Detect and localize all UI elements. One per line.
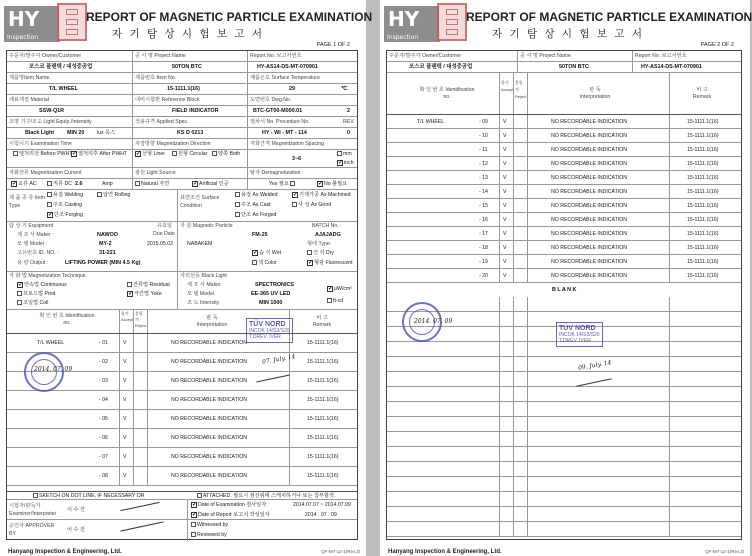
as-welded-option[interactable]: 용접 As Welded bbox=[235, 191, 277, 200]
row-remark: 15-1111.1(16) bbox=[687, 273, 719, 279]
current-label-row bbox=[7, 168, 357, 179]
demag-no-option[interactable]: ✓No 불필요 bbox=[318, 180, 348, 187]
technique-block bbox=[7, 272, 357, 310]
row-identification: T/L WHEEL bbox=[417, 119, 445, 125]
model-label: 모 델 Model : bbox=[17, 241, 47, 247]
sketch-row bbox=[7, 491, 357, 500]
row-number: - 04 bbox=[99, 397, 108, 403]
dwg-rev-value: 2 bbox=[347, 108, 350, 114]
row-number: - 03 bbox=[99, 378, 108, 384]
row-interpretation: NO RECORDABLE INDICATION bbox=[551, 119, 627, 125]
row-accept: V bbox=[123, 454, 127, 460]
serial-label: 고유번호 ID. NO. : bbox=[17, 250, 59, 256]
empty-table-row bbox=[387, 492, 741, 507]
row-number: - 12 bbox=[479, 161, 488, 167]
table-row bbox=[387, 241, 741, 255]
row-accept: V bbox=[123, 473, 127, 479]
row-number: - 20 bbox=[479, 273, 488, 279]
maker-label: 제 조 사 Maker : bbox=[17, 232, 54, 238]
attached-option[interactable]: ATTACHED. 필요시 점선위에 스케치하거나 또는 첨부할것. bbox=[197, 492, 336, 499]
natural-light-option[interactable]: Natural 자연 bbox=[135, 179, 169, 189]
dor-checkbox[interactable]: ✓Date of Report 보고서 작성일자 bbox=[192, 511, 270, 518]
row-number: - 13 bbox=[479, 175, 488, 181]
output-value: LIFTING POWER (MIN 4.5 Kg) bbox=[65, 260, 141, 266]
report-subtitle: 자 기 탐 상 시 험 보 고 서 bbox=[492, 28, 644, 40]
row-number: - 07 bbox=[99, 454, 108, 460]
results-table-header-2 bbox=[387, 73, 741, 115]
row-remark: 15-1111.1(16) bbox=[687, 175, 719, 181]
row-interpretation: NO RECORDABLE INDICATION bbox=[551, 273, 627, 279]
mag-spacing-label: 자화간격 Magnetization Spacing bbox=[250, 141, 324, 147]
footer-form-no: QF-MT-12-1(Rev.3) bbox=[705, 549, 744, 554]
bl-maker-label: 제 조 사 Maker bbox=[187, 282, 221, 288]
row-number: - 19 bbox=[479, 259, 488, 265]
row-accept: V bbox=[503, 231, 507, 237]
col-remark: 비 고 Remark bbox=[312, 315, 332, 328]
empty-table-row bbox=[387, 462, 741, 477]
table-row bbox=[387, 143, 741, 157]
row-accept: V bbox=[123, 359, 127, 365]
row-accept: V bbox=[503, 161, 507, 167]
fluorescent-option[interactable]: ✓형광 Fluorescent bbox=[308, 259, 353, 266]
magnetic-particle-label: 자 분 Magnetic Particle bbox=[180, 223, 233, 229]
col-accept: 합격 Accept bbox=[121, 311, 134, 322]
before-pwht-option[interactable]: 열처리전 Before PWHT bbox=[13, 150, 72, 167]
footer-company: Hanyang Inspection & Engineering, Ltd. bbox=[8, 549, 122, 555]
both-option[interactable]: 양쪽 Both bbox=[212, 150, 240, 167]
spacing-mm-option[interactable]: mm bbox=[337, 150, 352, 167]
row-number: - 17 bbox=[479, 231, 488, 237]
row-remark: 15-1111.1(16) bbox=[307, 359, 339, 365]
particle-type-label: 형태 Type: bbox=[307, 241, 332, 247]
batch-no-label: BATCH No. : bbox=[312, 223, 342, 229]
bl-model-value: EE-365 UV LED bbox=[251, 291, 291, 297]
table-row bbox=[7, 429, 357, 448]
surface-temp-unit: ℃ bbox=[341, 86, 348, 92]
row-interpretation: NO RECORDABLE INDICATION bbox=[551, 203, 627, 209]
due-date-value: 2015.05.02 bbox=[147, 241, 173, 247]
empty-table-row bbox=[387, 447, 741, 462]
row-interpretation: NO RECORDABLE INDICATION bbox=[551, 189, 627, 195]
stamp-date-handwritten: 2014. 07. 09 bbox=[414, 318, 453, 325]
procedure-rev-value: 0 bbox=[347, 130, 350, 136]
report-title: REPORT OF MAGNETIC PARTICLE EXAMINATION bbox=[466, 10, 752, 24]
report-no-label: Report No. 보고서번호 bbox=[250, 53, 302, 59]
bl-maker-value: SPECTRONICS bbox=[255, 282, 294, 288]
row-number: - 06 bbox=[99, 435, 108, 441]
company-logo: HY Inspection bbox=[384, 6, 440, 42]
row-interpretation: NO RECORDABLE INDICATION bbox=[171, 359, 247, 365]
doe-value: 2014.07.07 ~ 2014.07.09 bbox=[293, 502, 351, 508]
empty-table-row bbox=[387, 372, 741, 387]
table-row bbox=[387, 269, 741, 283]
table-row bbox=[7, 334, 357, 353]
row-accept: V bbox=[503, 147, 507, 153]
row-interpretation: NO RECORDABLE INDICATION bbox=[171, 378, 247, 384]
row-remark: 15-1111.1(16) bbox=[307, 378, 339, 384]
ac-option[interactable]: ✓교류 AC bbox=[12, 180, 37, 187]
current-options-row bbox=[7, 179, 357, 190]
results-table-header bbox=[7, 310, 357, 334]
table-row bbox=[387, 185, 741, 199]
row-number: - 15 bbox=[479, 203, 488, 209]
yoke-option[interactable]: ✓극간법 Yoke bbox=[128, 290, 162, 297]
batch-no-value: AJAJADG bbox=[315, 232, 341, 238]
as-forged-option[interactable]: 단조 As Forged bbox=[235, 211, 276, 220]
row-identification: T/L WHEEL bbox=[37, 340, 65, 346]
report-header-2 bbox=[380, 0, 750, 52]
empty-table-row bbox=[387, 432, 741, 447]
row-remark: 15-1111.1(16) bbox=[687, 231, 719, 237]
red-seal-stamp bbox=[437, 3, 467, 41]
row-accept: V bbox=[123, 378, 127, 384]
casting-option[interactable]: 주조 Casting bbox=[47, 201, 82, 210]
tuv-nord-stamp: TÜV NORD INCOK 14/S3/S20 T.DREV. IVER. bbox=[556, 322, 603, 347]
table-row bbox=[387, 255, 741, 269]
applied-spec-value: KS D 0213 bbox=[177, 130, 204, 136]
row-number: - 16 bbox=[479, 217, 488, 223]
technique-label: 자 화 법 Magnetization Technique bbox=[9, 273, 86, 279]
light-value-row bbox=[7, 128, 357, 139]
examiner-row bbox=[7, 500, 357, 520]
row-remark: 15-1111.1(16) bbox=[307, 397, 339, 403]
procedure-no-label: 절차서 No. Procedure No. bbox=[250, 119, 310, 125]
particle-maker-value: NABAKEM bbox=[187, 241, 213, 247]
row-number: - 01 bbox=[99, 340, 108, 346]
owner-value: 포스코 플랜텍 / 대성중공업 bbox=[29, 64, 93, 70]
tuv-handwritten-date: 09. July. 14 bbox=[577, 359, 613, 372]
dor-value: 2014 . 07 . 09 bbox=[305, 512, 337, 518]
due-date-label: Due Date bbox=[153, 231, 175, 237]
item-type-row bbox=[7, 190, 357, 222]
as-machined-option[interactable]: ✓기계가공 As Machined bbox=[293, 191, 351, 198]
table-row bbox=[387, 171, 741, 185]
report-form-2 bbox=[386, 50, 742, 540]
row-number: - 10 bbox=[479, 133, 488, 139]
residual-option[interactable]: 잔류법 Residual bbox=[127, 281, 170, 290]
sketch-option[interactable]: SKETCH ON DOT LINE, IF NECESSARY OR bbox=[33, 492, 145, 499]
row-accept: V bbox=[503, 273, 507, 279]
rev-label: REV. bbox=[343, 119, 355, 125]
light-equip-label: 조명 기구/조도 Light Equip./Intensity bbox=[9, 119, 92, 125]
row-remark: 15-1111.1(16) bbox=[307, 340, 339, 346]
table-row bbox=[387, 115, 741, 129]
material-label: 재료재질 Material bbox=[9, 97, 49, 103]
footer-form-no: QF-MT-12-1(Rev.3) bbox=[321, 549, 360, 554]
report-page-1 bbox=[0, 0, 373, 556]
color-option[interactable]: 색 Color bbox=[252, 259, 277, 268]
row-accept: V bbox=[123, 340, 127, 346]
examiner-label: 시험자/판독자 Examiner/Interpreter bbox=[9, 503, 57, 517]
particle-value: FM-25 bbox=[252, 232, 268, 238]
surface-condition-label: 표면조건 Surface Condition bbox=[180, 195, 220, 209]
circular-option[interactable]: 원형 Circular bbox=[172, 150, 207, 167]
light-min-value: MIN 20 bbox=[67, 130, 85, 136]
equipment-block bbox=[7, 222, 357, 272]
dc-option[interactable]: 직류 DC bbox=[47, 179, 72, 189]
mag-spacing-value: 3~6 bbox=[292, 156, 302, 162]
dwg-no-value: BTC-GT00-M000.01 bbox=[253, 108, 303, 114]
as-grind-option[interactable]: 사 상 As Grind bbox=[292, 201, 331, 210]
empty-table-row bbox=[387, 297, 741, 312]
owner-label-row bbox=[387, 51, 741, 62]
col-identification: 확 인 번 호 Identification no. bbox=[39, 313, 95, 326]
row-accept: V bbox=[123, 435, 127, 441]
empty-table-row bbox=[387, 387, 741, 402]
ft-cd-option[interactable]: ft-cd bbox=[327, 297, 343, 306]
report-page-2 bbox=[380, 0, 750, 556]
examiner-name: 이 수 진 bbox=[67, 507, 85, 513]
col-accept: 합격 Accept bbox=[501, 80, 514, 92]
exam-time-label: 시험시기 Examination Time bbox=[9, 141, 72, 147]
exam-time-label-row bbox=[7, 139, 357, 150]
material-label-row bbox=[7, 95, 357, 106]
table-row bbox=[387, 129, 741, 143]
empty-table-row bbox=[387, 402, 741, 417]
row-accept: V bbox=[503, 133, 507, 139]
row-interpretation: NO RECORDABLE INDICATION bbox=[171, 416, 247, 422]
footer-company: Hanyang Inspection & Engineering, Ltd. bbox=[388, 549, 502, 555]
row-accept: V bbox=[503, 259, 507, 265]
row-number: - 05 bbox=[99, 416, 108, 422]
empty-table-row bbox=[387, 522, 741, 537]
col-reject: 불합격 Reject bbox=[135, 311, 147, 328]
intensity-label: 조 도 Intensity bbox=[187, 300, 220, 306]
approver-name: 이 수 진 bbox=[67, 527, 85, 533]
owner-value: 포스코 플랜텍 / 대성중공업 bbox=[409, 64, 473, 70]
row-interpretation: NO RECORDABLE INDICATION bbox=[171, 473, 247, 479]
light-equip-value: Black Light bbox=[25, 130, 55, 136]
owner-label: 주문자/발주자 Owner/Customer bbox=[389, 53, 462, 59]
owner-value-row bbox=[387, 62, 741, 73]
empty-table-row bbox=[387, 417, 741, 432]
light-source-label: 광원 Light Source bbox=[135, 170, 176, 176]
page-number: PAGE 1 OF 2 bbox=[316, 42, 350, 48]
item-no-value: 15-1111.1(16) bbox=[167, 86, 200, 92]
item-no-label: 제품번호 Item No. bbox=[135, 75, 177, 81]
row-accept: V bbox=[503, 119, 507, 125]
empty-table-row bbox=[387, 477, 741, 492]
mag-current-label: 자화전류 Magnetization Current bbox=[9, 170, 82, 176]
col-interpretation: 판 독 Interpretation bbox=[579, 87, 611, 100]
row-remark: 15-1111.1(16) bbox=[687, 119, 719, 125]
report-no-value: HY-AS14-DS-MT-070901 bbox=[641, 64, 702, 70]
row-remark: 15-1111.1(16) bbox=[687, 217, 719, 223]
coil-option[interactable]: 코일법 Coil bbox=[17, 299, 48, 308]
row-interpretation: NO RECORDABLE INDICATION bbox=[171, 397, 247, 403]
project-label: 공 사 명 Project Name bbox=[520, 53, 571, 59]
item-name-value: T/L WHEEL bbox=[49, 86, 78, 92]
row-accept: V bbox=[123, 416, 127, 422]
row-interpretation: NO RECORDABLE INDICATION bbox=[551, 231, 627, 237]
procedure-no-value: HY - WI - MT - 114 bbox=[262, 130, 307, 136]
approver-row bbox=[7, 520, 357, 541]
row-interpretation: NO RECORDABLE INDICATION bbox=[551, 259, 627, 265]
company-logo: HY Inspection bbox=[4, 6, 60, 42]
row-remark: 15-1111.1(16) bbox=[307, 416, 339, 422]
table-row bbox=[387, 199, 741, 213]
row-accept: V bbox=[503, 245, 507, 251]
project-value: 50TON BTC bbox=[559, 64, 589, 70]
output-label: 용 량 Output : bbox=[17, 260, 49, 266]
table-row bbox=[387, 157, 741, 171]
blank-label: B L A N K bbox=[552, 287, 577, 293]
row-interpretation: NO RECORDABLE INDICATION bbox=[551, 133, 627, 139]
validity-label: 유효일 bbox=[157, 223, 173, 229]
row-number: - 18 bbox=[479, 245, 488, 251]
mag-direction-label: 자장방향 Magnetization Direction bbox=[135, 141, 211, 147]
table-row bbox=[387, 227, 741, 241]
project-label: 공 사 명 Project Name bbox=[135, 53, 186, 59]
amperage-unit: Amp bbox=[102, 181, 113, 187]
row-remark: 15-1111.1(16) bbox=[687, 147, 719, 153]
report-title: REPORT OF MAGNETIC PARTICLE EXAMINATION bbox=[86, 10, 373, 24]
row-number: - 14 bbox=[479, 189, 488, 195]
ref-block-label: 대비시험편 Reference Block bbox=[135, 97, 200, 103]
exam-time-options-row bbox=[7, 150, 357, 168]
as-cast-option[interactable]: 주조 As Cast bbox=[235, 201, 271, 210]
owner-label-row bbox=[7, 51, 357, 62]
equipment-label: 탐 상 기 Equipment bbox=[9, 223, 54, 229]
owner-value-row bbox=[7, 62, 357, 73]
row-interpretation: NO RECORDABLE INDICATION bbox=[551, 217, 627, 223]
red-seal-stamp bbox=[57, 3, 87, 41]
col-reject: 불합격 Reject bbox=[515, 80, 527, 99]
tuv-nord-stamp: TÜV NORD INCOK 14/S3/S20 T.DREV. IVER. bbox=[246, 318, 293, 343]
spacing-inch-option[interactable]: ✓inch bbox=[338, 159, 354, 166]
dry-option[interactable]: 건 식 Dry bbox=[307, 249, 334, 258]
table-row bbox=[7, 467, 357, 486]
row-interpretation: NO RECORDABLE INDICATION bbox=[171, 435, 247, 441]
light-unit: lux 룩스 bbox=[97, 130, 116, 136]
page-number: PAGE 2 OF 2 bbox=[700, 42, 734, 48]
rolling-option[interactable]: 압연 Rolling bbox=[97, 191, 130, 200]
row-number: - 08 bbox=[99, 473, 108, 479]
prod-option[interactable]: 프로드법 Prod bbox=[17, 290, 55, 299]
row-interpretation: NO RECORDABLE INDICATION bbox=[551, 161, 627, 167]
row-accept: V bbox=[503, 217, 507, 223]
row-accept: V bbox=[503, 189, 507, 195]
demag-yes-option[interactable]: Yes 필요 bbox=[269, 179, 296, 189]
amperage-value: 2.6 bbox=[75, 181, 83, 187]
col-interpretation: 판 독 Interpretation bbox=[196, 315, 228, 328]
row-interpretation: NO RECORDABLE INDICATION bbox=[551, 245, 627, 251]
col-remark: 비 고 Remark bbox=[692, 87, 712, 100]
material-value-row bbox=[7, 106, 357, 117]
report-header bbox=[0, 0, 373, 52]
row-remark: 15-1111.1(16) bbox=[687, 245, 719, 251]
artificial-light-option[interactable]: ✓Artificial 인공 bbox=[193, 180, 229, 187]
dwg-no-label: 도면번호 Dwg.No. bbox=[250, 97, 292, 103]
item-name-label: 제품명Item Name. bbox=[9, 75, 51, 81]
row-number: - 09 bbox=[479, 119, 488, 125]
project-value: 50TON BTC bbox=[172, 64, 202, 70]
table-row bbox=[7, 391, 357, 410]
surface-temp-label: 제품온도 Surface Temperature bbox=[250, 75, 320, 81]
forging-option[interactable]: ✓단조 Forging bbox=[48, 211, 84, 218]
report-no-value: HY-AS14-DS-MT-070901 bbox=[257, 64, 318, 70]
item-label-row bbox=[7, 73, 357, 84]
row-number: - 02 bbox=[99, 359, 108, 365]
uw-cm-option[interactable]: ✓μW/cm² bbox=[328, 285, 352, 292]
after-pwht-option[interactable]: ✓열처리후 After PWHT bbox=[72, 150, 128, 157]
demag-label: 탈자 Demagnetization bbox=[250, 170, 301, 176]
table-row bbox=[7, 448, 357, 467]
ref-block-value: FIELD INDICATOR bbox=[172, 108, 219, 114]
row-interpretation: NO RECORDABLE INDICATION bbox=[551, 147, 627, 153]
tuv-handwritten-date: 07. July. 14 bbox=[261, 353, 297, 366]
reviewed-checkbox[interactable]: Reviewed by bbox=[191, 531, 227, 540]
table-row bbox=[7, 410, 357, 429]
row-remark: 15-1111.1(16) bbox=[687, 133, 719, 139]
row-remark: 15-1111.1(16) bbox=[687, 203, 719, 209]
light-label-row bbox=[7, 117, 357, 128]
row-remark: 15-1111.1(16) bbox=[687, 189, 719, 195]
surface-temp-value: 29 bbox=[289, 86, 295, 92]
stamp-date-handwritten: 2014. 07. 09 bbox=[34, 366, 73, 373]
row-interpretation: NO RECORDABLE INDICATION bbox=[171, 340, 247, 346]
row-remark: 15-1111.1(16) bbox=[307, 454, 339, 460]
row-remark: 15-1111.1(16) bbox=[687, 161, 719, 167]
black-light-label: 자외선등 Black Light bbox=[180, 273, 227, 279]
report-no-label: Report No. 보고서번호 bbox=[635, 53, 687, 59]
serial-value: 31-221 bbox=[99, 250, 116, 256]
row-interpretation: NO RECORDABLE INDICATION bbox=[171, 454, 247, 460]
empty-table-row bbox=[387, 507, 741, 522]
row-accept: V bbox=[123, 397, 127, 403]
row-remark: 15-1111.1(16) bbox=[307, 435, 339, 441]
row-accept: V bbox=[503, 175, 507, 181]
col-identification: 확 인 번 호 Identification no. bbox=[419, 87, 475, 100]
doe-checkbox[interactable]: ✓Date of Examination 검사일자 bbox=[192, 501, 267, 508]
approver-label: 승인자 APPROVER BY bbox=[9, 523, 55, 537]
intensity-value: MIN 1000 bbox=[259, 300, 283, 306]
linear-option[interactable]: ✓선형 Liner bbox=[136, 150, 165, 157]
item-value-row bbox=[7, 84, 357, 95]
row-remark: 15-1111.1(16) bbox=[687, 259, 719, 265]
maker-value: NAWOO bbox=[97, 232, 118, 238]
witnessed-checkbox[interactable]: Witnessed by bbox=[191, 521, 228, 530]
table-row bbox=[387, 213, 741, 227]
report-subtitle: 자 기 탐 상 시 험 보 고 서 bbox=[112, 28, 264, 40]
item-type-label: 제 품 종 류 Item Type bbox=[9, 195, 45, 209]
model-value: MY-2 bbox=[99, 241, 112, 247]
bl-model-label: 모 델 Model bbox=[187, 291, 215, 297]
row-interpretation: NO RECORDABLE INDICATION bbox=[551, 175, 627, 181]
material-value: SSW-Q1R bbox=[39, 108, 65, 114]
owner-label: 주문자/발주자 Owner/Customer bbox=[9, 53, 82, 59]
row-accept: V bbox=[503, 203, 507, 209]
welding-option[interactable]: 용접 Welding bbox=[47, 191, 83, 200]
report-form bbox=[6, 50, 358, 540]
wet-option[interactable]: ✓습 식 Wet bbox=[253, 249, 282, 256]
continuous-option[interactable]: ✓연속법 Continuous bbox=[18, 281, 67, 288]
row-number: - 11 bbox=[479, 147, 488, 153]
empty-table-row bbox=[387, 357, 741, 372]
applied-spec-label: 적용규격 Applied Spec. bbox=[135, 119, 189, 125]
row-remark: 15-1111.1(16) bbox=[307, 473, 339, 479]
